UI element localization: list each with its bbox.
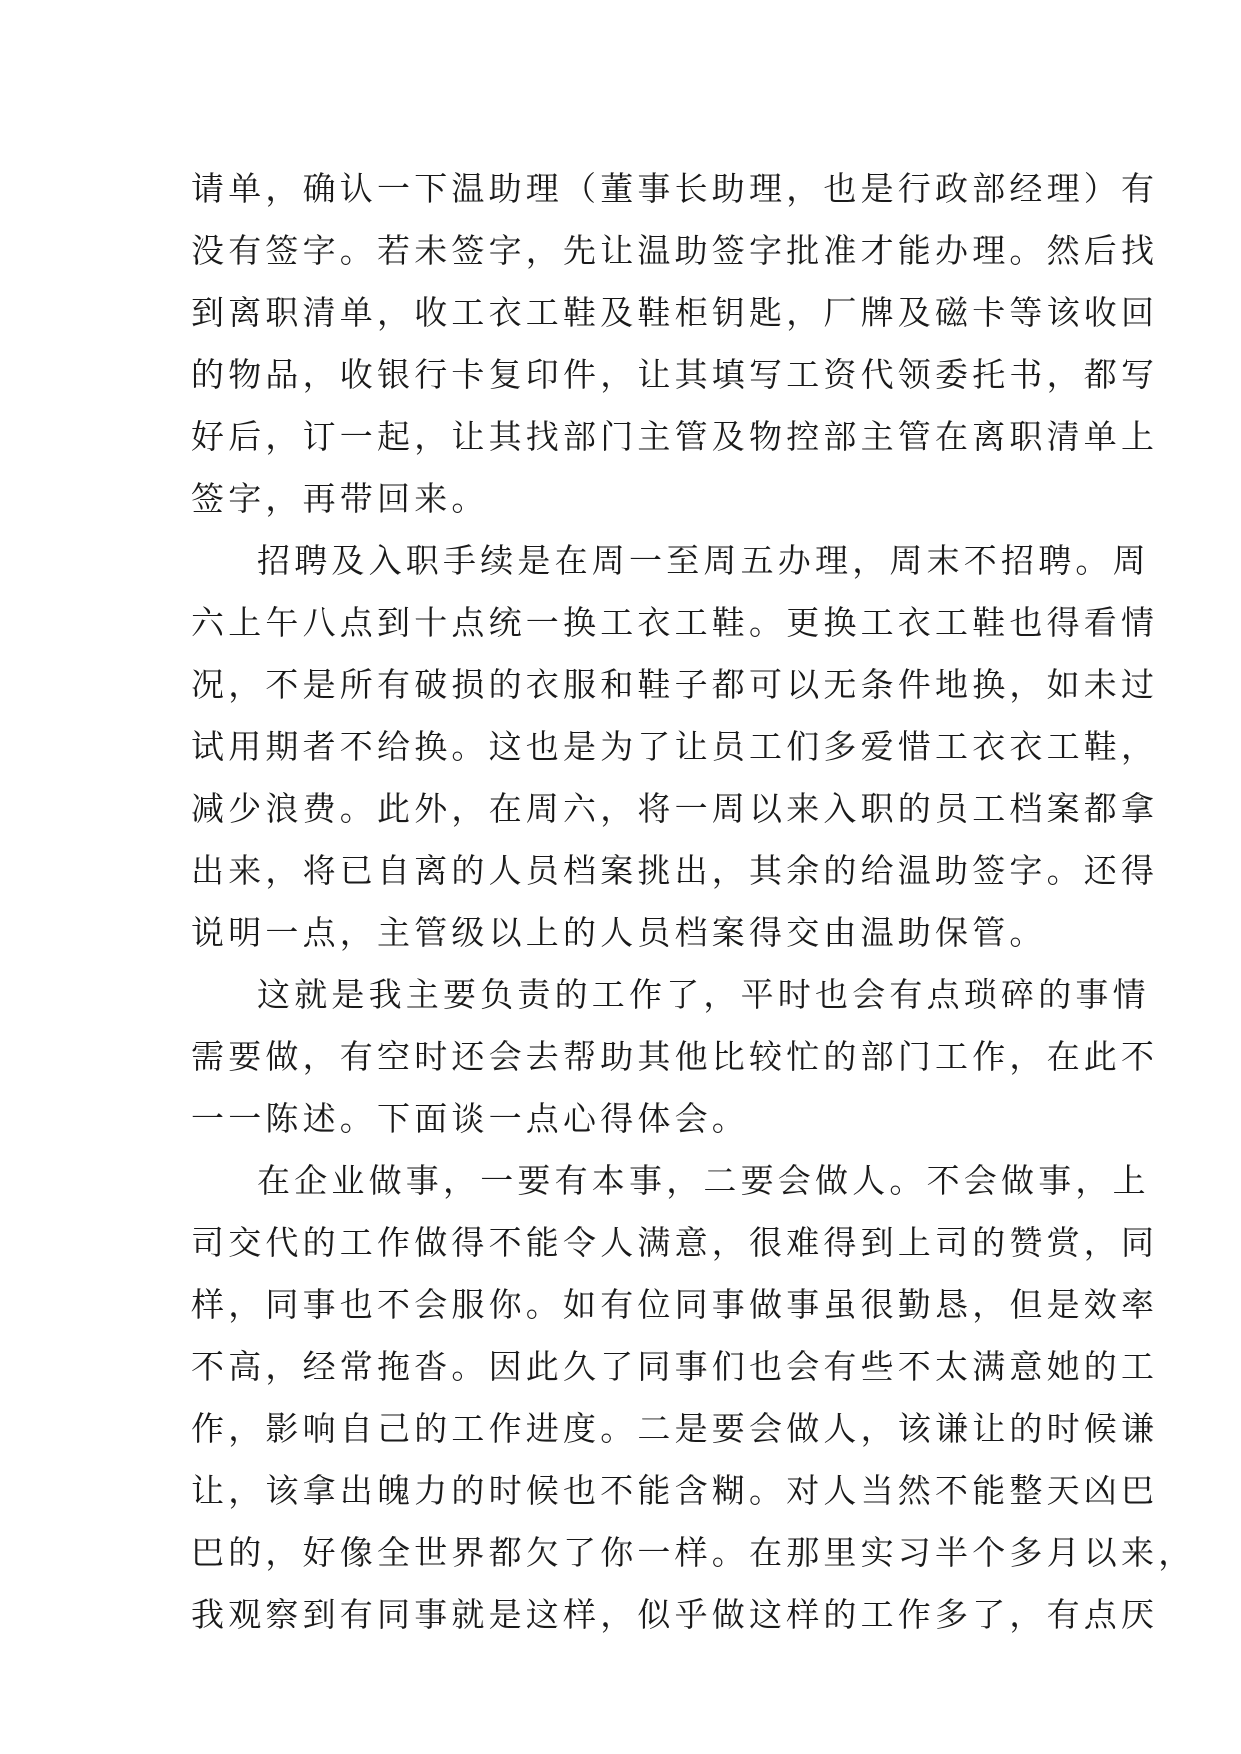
text-line: 况，不是所有破损的衣服和鞋子都可以无条件地换，如未过 xyxy=(191,665,1159,704)
text-line: 司交代的工作做得不能令人满意，很难得到上司的赞赏，同 xyxy=(191,1223,1159,1262)
text-line: 作，影响自己的工作进度。二是要会做人，该谦让的时候谦 xyxy=(191,1409,1159,1448)
paragraph-first-line: 招聘及入职手续是在周一至周五办理，周末不招聘。周 xyxy=(257,541,1150,580)
text-line: 签字，再带回来。 xyxy=(191,479,489,518)
text-line: 不高，经常拖沓。因此久了同事们也会有些不太满意她的工 xyxy=(191,1347,1159,1386)
text-line: 需要做，有空时还会去帮助其他比较忙的部门工作，在此不 xyxy=(191,1037,1159,1076)
text-line: 出来，将已自离的人员档案挑出，其余的给温助签字。还得 xyxy=(191,851,1159,890)
document-body xyxy=(191,158,1196,1646)
text-line: 请单，确认一下温助理（董事长助理，也是行政部经理）有 xyxy=(191,169,1159,208)
text-line: 六上午八点到十点统一换工衣工鞋。更换工衣工鞋也得看情 xyxy=(191,603,1159,642)
text-line: 说明一点，主管级以上的人员档案得交由温助保管。 xyxy=(191,913,1047,952)
text-line: 让，该拿出魄力的时候也不能含糊。对人当然不能整天凶巴 xyxy=(191,1471,1159,1510)
paragraph-first-line: 这就是我主要负责的工作了，平时也会有点琐碎的事情 xyxy=(257,975,1150,1014)
text-line: 我观察到有同事就是这样，似乎做这样的工作多了，有点厌 xyxy=(191,1595,1159,1634)
text-line: 到离职清单，收工衣工鞋及鞋柜钥匙，厂牌及磁卡等该收回 xyxy=(191,293,1159,332)
text-line: 样，同事也不会服你。如有位同事做事虽很勤恳，但是效率 xyxy=(191,1285,1159,1324)
text-line: 巴的，好像全世界都欠了你一样。在那里实习半个多月以来， xyxy=(191,1533,1196,1572)
text-line: 一一陈述。下面谈一点心得体会。 xyxy=(191,1099,749,1138)
text-line: 减少浪费。此外，在周六，将一周以来入职的员工档案都拿 xyxy=(191,789,1159,828)
text-line: 没有签字。若未签字，先让温助签字批准才能办理。然后找 xyxy=(191,231,1159,270)
text-line: 试用期者不给换。这也是为了让员工们多爱惜工衣衣工鞋， xyxy=(191,727,1159,766)
text-line: 好后，订一起，让其找部门主管及物控部主管在离职清单上 xyxy=(191,417,1159,456)
text-line: 的物品，收银行卡复印件，让其填写工资代领委托书，都写 xyxy=(191,355,1159,394)
paragraph-first-line: 在企业做事，一要有本事，二要会做人。不会做事，上 xyxy=(257,1161,1150,1200)
